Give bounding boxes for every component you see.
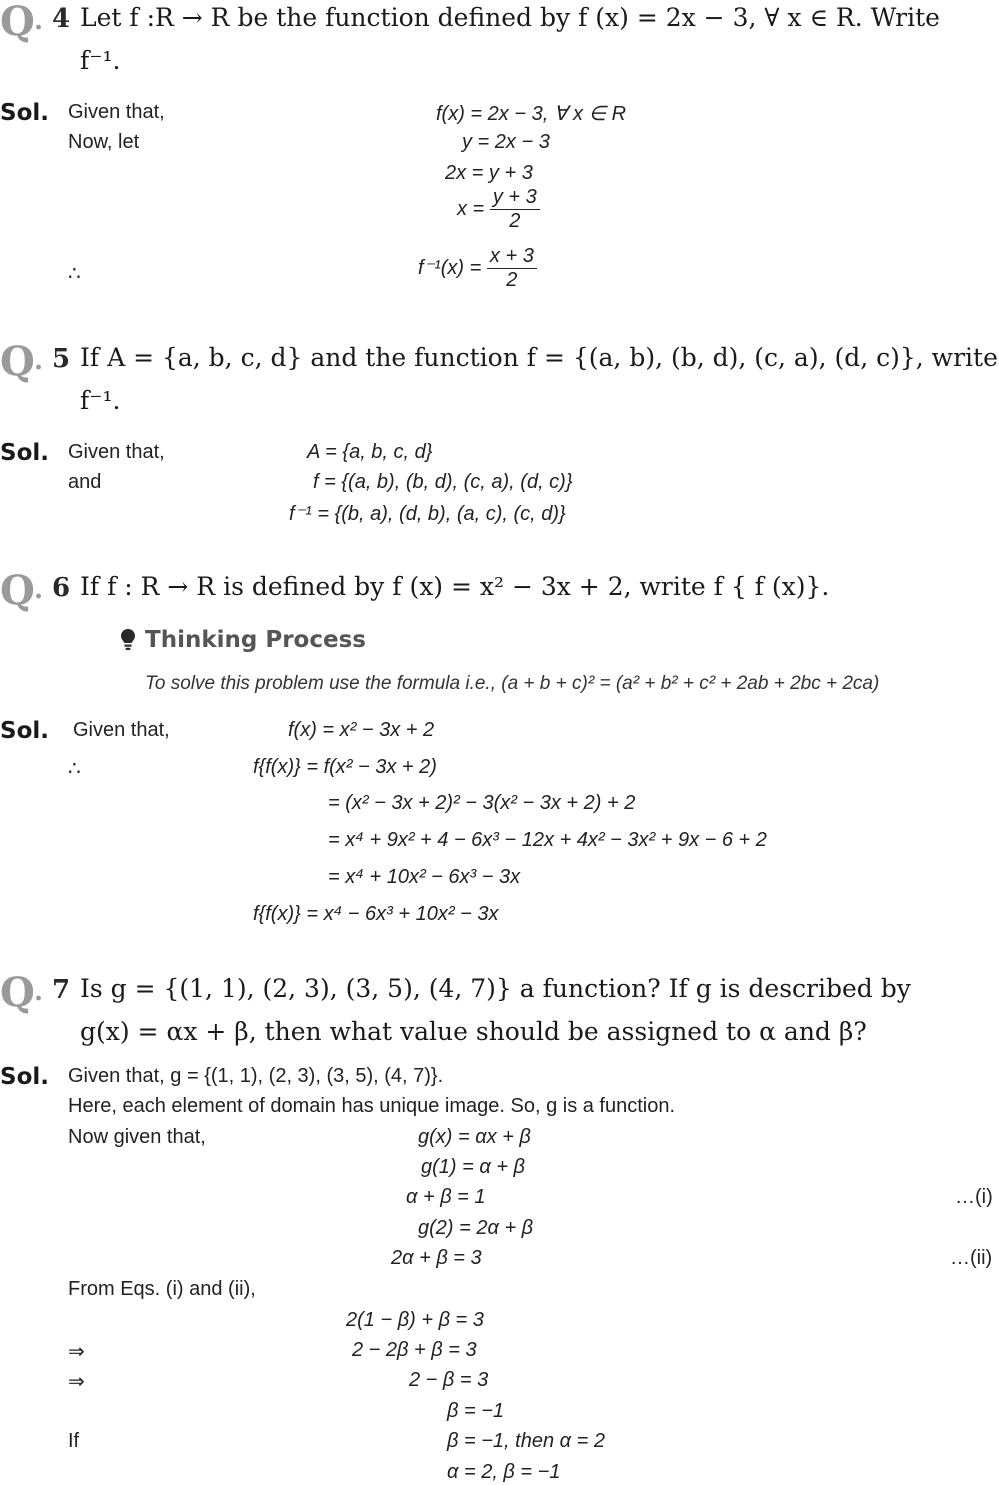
question-text-line1: Let f :R → R be the function defined by f (x) = 2x − 3, ∀ x ∈ R. Write — [80, 3, 940, 32]
thinking-process-title: Thinking Process — [145, 627, 366, 653]
q-letter-icon: Q — [0, 969, 35, 1016]
sol-text: Now given that, — [68, 1126, 206, 1148]
question-number: 7 — [52, 975, 71, 1005]
sol-label: Sol. — [0, 1064, 49, 1090]
equation: g(x) = αx + β — [418, 1126, 531, 1148]
equation: α + β = 1 — [406, 1186, 486, 1208]
equation: α = 2, β = −1 — [447, 1461, 561, 1483]
sol-text-given: Given that, — [73, 719, 170, 741]
equation: A = {a, b, c, d} — [307, 441, 433, 463]
q-letter-icon: Q — [0, 338, 35, 385]
sol-text-given: Given that, — [68, 101, 165, 123]
therefore-symbol: ∴ — [68, 263, 81, 285]
equation: f = {(a, b), (b, d), (c, a), (d, c)} — [313, 471, 573, 493]
equation: f⁻¹ = {(b, a), (d, b), (a, c), (c, d)} — [289, 503, 566, 525]
sol-text: Given that, g = {(1, 1), (2, 3), (3, 5), (4, 7)}. — [68, 1065, 444, 1087]
sol-label: Sol. — [0, 718, 49, 744]
equation: β = −1, then α = 2 — [447, 1430, 605, 1452]
question-text-line1: Is g = {(1, 1), (2, 3), (3, 5), (4, 7)} a function? If g is described by — [80, 974, 911, 1003]
implies-symbol: ⇒ — [68, 1371, 85, 1393]
equation-tag: …(ii) — [950, 1247, 993, 1269]
sol-text: From Eqs. (i) and (ii), — [68, 1278, 256, 1300]
equation: 2x = y + 3 — [445, 162, 533, 184]
therefore-symbol: ∴ — [68, 758, 81, 780]
question-text-line2: f⁻¹. — [80, 46, 121, 75]
question-text-line2: f⁻¹. — [80, 386, 121, 415]
equation-tag: …(i) — [955, 1186, 993, 1208]
sol-label: Sol. — [0, 100, 49, 126]
equation: 2α + β = 3 — [391, 1247, 482, 1269]
q-letter-icon: Q — [0, 567, 35, 614]
equation: f(x) = x² − 3x + 2 — [288, 719, 435, 741]
equation: = (x² − 3x + 2)² − 3(x² − 3x + 2) + 2 — [328, 792, 636, 814]
equation: f{f(x)} = f(x² − 3x + 2) — [253, 756, 437, 778]
equation: y = 2x − 3 — [462, 131, 550, 153]
question-text-line2: g(x) = αx + β, then what value should be assigned to α and β? — [80, 1017, 867, 1046]
question-number: 4 — [52, 4, 71, 34]
q-letter-icon: Q — [0, 0, 35, 45]
question-text-line1: If f : R → R is defined by f (x) = x² − 3x + 2, write f { f (x)}. — [80, 572, 830, 601]
fraction-equation: x = $\frac{y + 3}{2}$ — [457, 186, 540, 233]
equation: 2(1 − β) + β = 3 — [346, 1309, 484, 1331]
sol-text-and: and — [68, 471, 102, 493]
equation: 2 − 2β + β = 3 — [352, 1339, 477, 1361]
question-number: 5 — [52, 344, 71, 374]
equation: = x⁴ + 10x² − 6x³ − 3x — [328, 866, 521, 888]
equation: f(x) = 2x − 3, ∀ x ∈ R — [436, 103, 627, 125]
equation: g(2) = 2α + β — [418, 1217, 534, 1239]
thinking-process-note: To solve this problem use the formula i.e., (a + b + c)² = (a² + b² + c² + 2ab + 2bc + 2ca) — [145, 673, 880, 694]
sol-label: Sol. — [0, 440, 49, 466]
implies-symbol: ⇒ — [68, 1341, 85, 1363]
q-dot: . — [34, 575, 44, 605]
equation: 2 − β = 3 — [409, 1369, 489, 1391]
equation: g(1) = α + β — [421, 1156, 525, 1178]
q-dot: . — [34, 346, 44, 376]
q-dot: . — [34, 6, 44, 36]
equation: = x⁴ + 9x² + 4 − 6x³ − 12x + 4x² − 3x² + 9x − 6 + 2 — [328, 829, 767, 851]
equation: β = −1 — [447, 1400, 505, 1422]
fraction-equation: f⁻¹(x) = $\frac{x + 3}{2}$ — [418, 245, 537, 292]
sol-text-given: Given that, — [68, 441, 165, 463]
question-text-line1: If A = {a, b, c, d} and the function f = {(a, b), (b, d), (c, a), (d, c)}, write — [80, 343, 998, 372]
sol-text-now-let: Now, let — [68, 131, 140, 153]
lightbulb-icon — [120, 628, 136, 657]
sol-text-if: If — [68, 1430, 80, 1452]
q-dot: . — [34, 977, 44, 1007]
question-number: 6 — [52, 573, 71, 603]
sol-text: Here, each element of domain has unique image. So, g is a function. — [68, 1095, 676, 1117]
equation: f{f(x)} = x⁴ − 6x³ + 10x² − 3x — [253, 903, 499, 925]
